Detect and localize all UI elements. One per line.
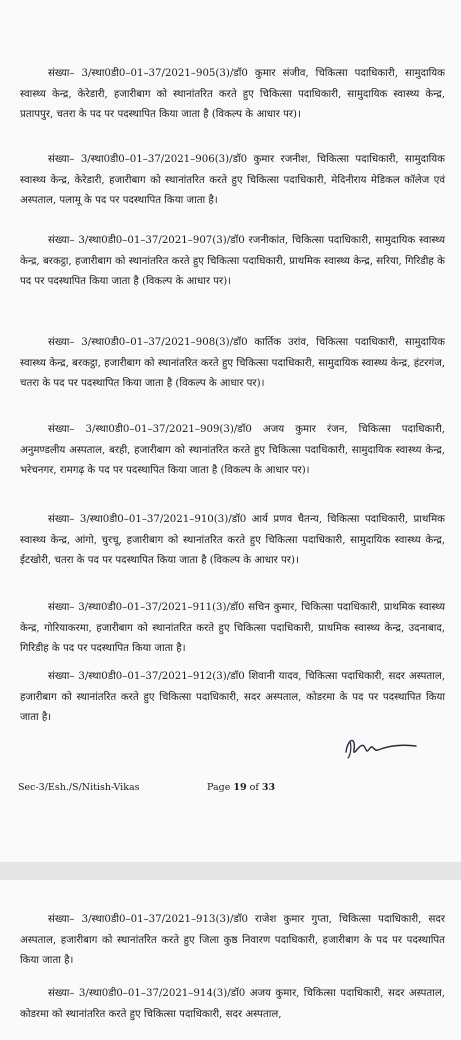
- page-total: 33: [261, 782, 276, 793]
- order-paragraph-910: संख्या– 3/स्था0डी0–01–37/2021–910(3)/डॉ0 आर्य प्रणव चैतन्य, चिकित्सा पदाधिकारी, प्राथमिक स्वास्थ्य केन्द्र, आंगो, चुरचू, हजारीबाग को स्थानांतरित करते हुए चिकित्सा पदाधिकारी, सामुदायिक स्वास्थ्य केन्द्र, ईटखोरी, चतरा के पद पर पदस्थापित किया जाता है (विकल्प के आधार पर)।: [20, 514, 445, 566]
- page-of-label: of: [246, 782, 262, 793]
- order-paragraph-905: संख्या– 3/स्था0डी0–01–37/2021–905(3)/डॉ0 कुमार संजीव, चिकित्सा पदाधिकारी, सामुदायिक स्वास्थ्य केन्द्र, केरेडारी, हजारीबाग को स्थानांतरित करते हुए चिकित्सा पदाधिकारी, सामुदायिक स्वास्थ्य केन्द्र, प्रतापपुर, चतरा के पद पर पदस्थापित किया जाता है (विकल्प के आधार पर)।: [20, 68, 445, 120]
- document-page-20: [0, 880, 461, 1040]
- page-label: Page: [207, 782, 234, 793]
- order-paragraph-913: संख्या– 3/स्था0डी0–01–37/2021–913(3)/डॉ0 राजेश कुमार गुप्ता, चिकित्सा पदाधिकारी, सदर अस्पताल, हजारीबाग को स्थानांतरित करते हुए जिला कुष्ठ निवारण पदाधिकारी, हजारीबाग के पद पर पदस्थापित किया जाता है।: [20, 914, 445, 966]
- order-paragraph-911: संख्या– 3/स्था0डी0–01–37/2021–911(3)/डॉ0 सचिन कुमार, चिकित्सा पदाधिकारी, प्राथमिक स्वास्थ्य केन्द्र, गोरियाकरमा, हजारीबाग को स्थानांतरित करते हुए चिकित्सा पदाधिकारी, प्राथमिक स्वास्थ्य केन्द्र, उदनाबाद, गिरिडीह के पद पर पदस्थापित किया जाता है।: [20, 602, 445, 654]
- order-paragraph-909: संख्या– 3/स्था0डी0–01–37/2021–909(3)/डॉ0 अजय कुमार रंजन, चिकित्सा पदाधिकारी, अनुमण्डलीय अस्पताल, बरही, हजारीबाग को स्थानांतरित करते हुए चिकित्सा पदाधिकारी, सामुदायिक स्वास्थ्य केन्द्र, भरेचनगर, रामगढ़ के पद पर पदस्थापित किया जाता है (विकल्प के आधार पर)।: [20, 424, 445, 476]
- order-paragraph-912: संख्या– 3/स्था0डी0–01–37/2021–912(3)/डॉ0 शिवानी यादव, चिकित्सा पदाधिकारी, सदर अस्पताल, हजारीबाग को स्थानांतरित करते हुए चिकित्सा पदाधिकारी, सदर अस्पताल, कोडरमा के पद पर पदस्थापित किया जाता है।: [20, 671, 445, 723]
- page-number: [207, 782, 275, 793]
- order-paragraph-914: संख्या– 3/स्था0डी0–01–37/2021–914(3)/डॉ0 अजय कुमार, चिकित्सा पदाधिकारी, सदर अस्पताल, कोडरमा को स्थानांतरित करते हुए चिकित्सा पदाधिकारी, सदर अस्पताल,: [20, 988, 445, 1020]
- file-reference: Sec-3/Esh./S/Nitish-Vikas: [18, 782, 140, 793]
- signature-image: [340, 728, 420, 768]
- order-paragraph-908: संख्या– 3/स्था0डी0–01–37/2021–908(3)/डॉ0 कार्तिक उरांव, चिकित्सा पदाधिकारी, सामुदायिक स्वास्थ्य केन्द्र, बरकट्ठा, हजारीबाग को स्थानांतरित करते हुए चिकित्सा पदाधिकारी, सामुदायिक स्वास्थ्य केन्द्र, हंटरगंज, चतरा के पद पर पदस्थापित किया जाता है (विकल्प के आधार पर)।: [20, 337, 445, 389]
- page-current: 19: [233, 782, 247, 793]
- order-paragraph-907: संख्या– 3/स्था0डी0–01–37/2021–907(3)/डॉ0 रजनीकांत, चिकित्सा पदाधिकारी, सामुदायिक स्वास्थ्य केन्द्र, बरकट्ठा, हजारीबाग को स्थानांतरित करते हुए चिकित्सा पदाधिकारी, प्राथमिक स्वास्थ्य केन्द्र, सरिया, गिरिडीह के पद पर पदस्थापित किया जाता है (विकल्प के आधार पर)।: [20, 235, 445, 287]
- order-paragraph-906: संख्या– 3/स्था0डी0–01–37/2021–906(3)/डॉ0 कुमार रजनीश, चिकित्सा पदाधिकारी, सामुदायिक स्वास्थ्य केन्द्र, केरेडारी, हजारीबाग को स्थानांतरित करते हुए चिकित्सा पदाधिकारी, मेदिनीराय मेडिकल कॉलेज एवं अस्पताल, पलामू के पद पर पदस्थापित किया जाता है।: [20, 154, 445, 206]
